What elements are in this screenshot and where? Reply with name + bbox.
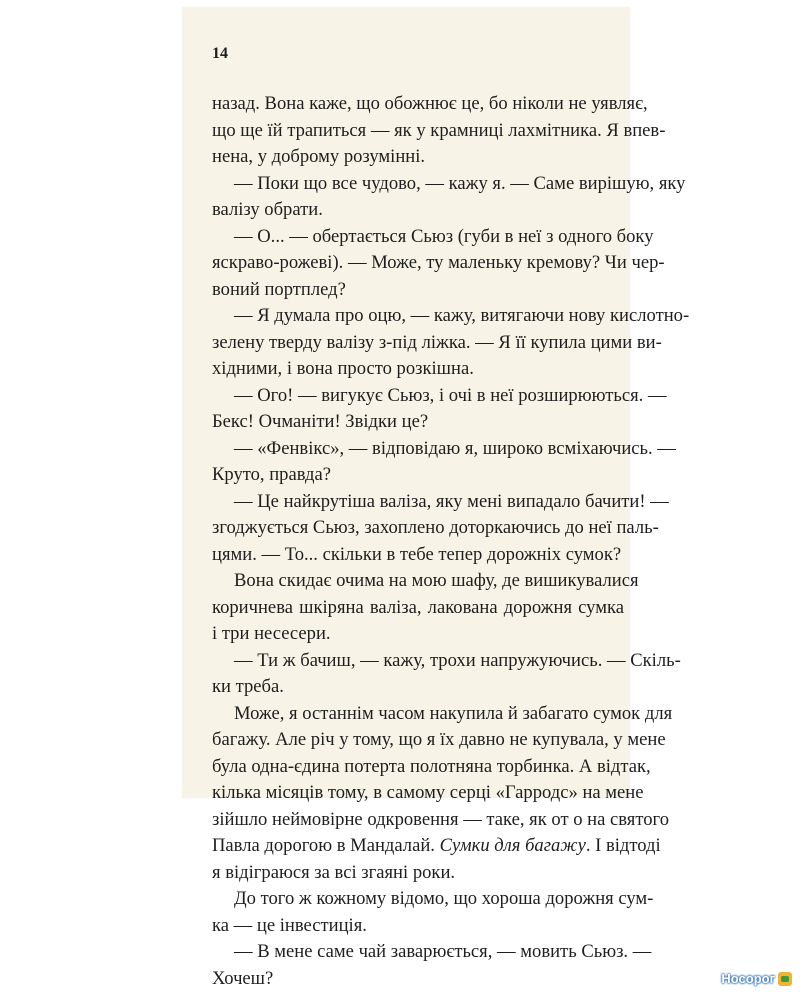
rhino-logo-icon [778,972,792,986]
text-line: Може, я останнім часом накупила й забагато сумок для [212,701,624,728]
text-line: зійшло неймовірне одкровення — таке, як от о на святого [212,807,624,834]
text-line: Вона скидає очима на мою шафу, де вишикувалися [212,568,624,595]
text-line: До того ж кожному відомо, що хороша дорожня сум- [212,886,624,913]
body-text [212,91,624,992]
text-segment: . І відтоді [586,835,661,856]
text-line: — Поки що все чудово, — кажу я. — Саме вирішую, яку [212,171,624,198]
text-line [212,833,624,860]
text-line: Бекс! Очманіти! Звідки це? [212,409,624,436]
text-line: валізу обрати. [212,197,624,224]
text-line: — Ого! — вигукує Сьюз, і очі в неї розширюються. — [212,383,624,410]
watermark-label: Носорог [721,971,775,986]
text-line: і три несесери. [212,621,624,648]
text-line: що ще їй трапиться — як у крамниці лахмітника. Я впев- [212,118,624,145]
text-line: назад. Вона каже, що обожнює це, бо ніколи не уявляє, [212,91,624,118]
text-line: нена, у доброму розумінні. [212,144,624,171]
text-line: Хочеш? [212,966,624,992]
text-line: — «Фенвікс», — відповідаю я, широко всміхаючись. — [212,436,624,463]
text-line: — О... — обертається Сьюз (губи в неї з одного боку [212,224,624,251]
text-line: багажу. Але річ у тому, що я їх давно не купувала, у мене [212,727,624,754]
text-line: цями. — То... скільки в тебе тепер дорожніх сумок? [212,542,624,569]
text-line: Круто, правда? [212,462,624,489]
text-line: була одна-єдина потерта полотняна торбинка. А відтак, [212,754,624,781]
text-line: зелену тверду валізу з-під ліжка. — Я її купила цими ви- [212,330,624,357]
text-line: згоджується Сьюз, захоплено доторкаючись до неї паль- [212,515,624,542]
text-line: воний портплед? [212,277,624,304]
text-line: хідними, і вона просто розкішна. [212,356,624,383]
text-segment: Павла дорогою в Мандалай. [212,835,435,856]
text-line: — Це найкрутіша валіза, яку мені випадало бачити! — [212,489,624,516]
text-line: — В мене саме чай заварюється, — мовить Сьюз. — [212,939,624,966]
text-line: коричнева шкіряна валіза, лакована дорожня сумка [212,595,624,622]
book-page [182,7,630,798]
site-watermark [721,971,792,986]
text-line: ка — це інвестиція. [212,913,624,940]
text-line: кілька місяців тому, в самому серці «Гарродс» на мене [212,780,624,807]
text-line: — Ти ж бачиш, — кажу, трохи напружуючись. — Скіль- [212,648,624,675]
page-number: 14 [212,45,228,63]
text-line: — Я думала про оцю, — кажу, витягаючи нову кислотно- [212,303,624,330]
text-line: ки треба. [212,674,624,701]
italic-phrase: Сумки для багажу [440,835,586,856]
text-line: я відіграюся за всі згаяні роки. [212,860,624,887]
text-line: яскраво-рожеві). — Може, ту маленьку кремову? Чи чер- [212,250,624,277]
